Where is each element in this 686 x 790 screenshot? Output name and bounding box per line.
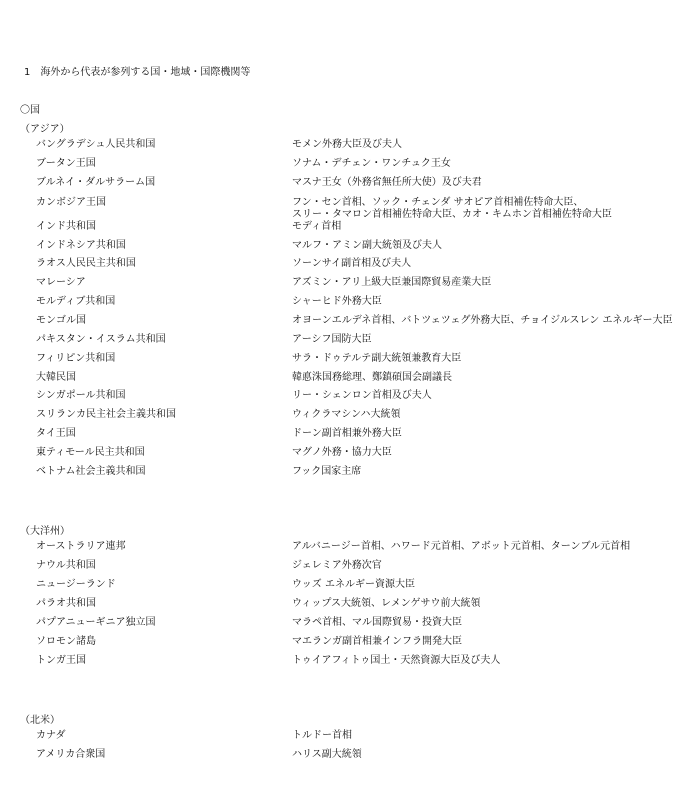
representative-name: マラペ首相、マル国際貿易・投資大臣 (292, 617, 462, 628)
country-name: ニュージーランド (36, 579, 116, 590)
representative-name: トルドー首相 (292, 730, 352, 741)
country-name: スリランカ民主社会主義共和国 (36, 409, 176, 420)
country-name: インドネシア共和国 (36, 240, 126, 251)
representative-name: ジェレミア外務次官 (292, 560, 382, 571)
representative-name: トゥイアフィトゥ国土・天然資源大臣及び夫人 (292, 655, 501, 666)
country-name: タイ王国 (36, 428, 76, 439)
representative-name: ソナム・デチェン・ワンチュク王女 (292, 158, 451, 169)
country-name: ブータン王国 (36, 158, 96, 169)
country-name: ラオス人民民主共和国 (36, 258, 136, 269)
country-name: ベトナム社会主義共和国 (36, 466, 146, 477)
representative-name: ハリス副大統領 (292, 749, 362, 760)
country-name: トンガ王国 (36, 655, 86, 666)
country-name: ソロモン諸島 (36, 636, 96, 647)
country-name: インド共和国 (36, 221, 96, 232)
country-name: モンゴル国 (36, 315, 86, 326)
country-name: パプアニューギニア独立国 (36, 617, 156, 628)
country-name: モルディブ共和国 (36, 296, 116, 307)
country-name: シンガポール共和国 (36, 390, 126, 401)
representative-name: マエランガ副首相兼インフラ開発大臣 (292, 636, 462, 647)
representative-name: マスナ王女（外務省無任所大使）及び夫君 (292, 177, 482, 188)
representative-name: ソーンサイ副首相及び夫人 (292, 258, 412, 269)
representative-name: アルバニージー首相、ハワード元首相、アボット元首相、ターンブル元首相 (292, 541, 631, 552)
representative-name: ウィクラマシンハ大統領 (292, 409, 401, 420)
representative-name: アーシフ国防大臣 (292, 334, 372, 345)
representative-name: マルフ・アミン副大統領及び夫人 (292, 240, 442, 251)
country-name: カナダ (36, 730, 66, 741)
country-name: オーストラリア連邦 (36, 541, 126, 552)
representative-name: オヨーンエルデネ首相、バトツェツェグ外務大臣、チョイジルスレン エネルギー大臣 (292, 315, 673, 326)
representative-name: 韓悳洙国務総理、鄭鎮碩国会副議長 (292, 372, 452, 383)
representative-name: アズミン・アリ上級大臣兼国際貿易産業大臣 (292, 277, 492, 288)
country-name: アメリカ合衆国 (36, 749, 106, 760)
representative-name: モメン外務大臣及び夫人 (292, 139, 402, 150)
representative-name: シャーヒド外務大臣 (292, 296, 382, 307)
country-name: パラオ共和国 (36, 598, 96, 609)
representative-name: ウィップス大統領、レメンゲサウ前大統領 (292, 598, 481, 609)
country-name: ブルネイ・ダルサラーム国 (36, 177, 156, 188)
representative-name: フン・セン首相、ソック・チェンダ サオピア首相補佐特命大臣、 スリー・タマロン首相補佐特命大臣、カオ・キムホン首相補佐特命大臣 (292, 197, 612, 220)
category-label: 〇国 (20, 105, 40, 116)
representative-name: フック国家主席 (292, 466, 362, 477)
country-name: カンボジア王国 (36, 197, 106, 208)
country-name: フィリピン共和国 (36, 353, 116, 364)
country-name: ナウル共和国 (36, 560, 96, 571)
representative-name: サラ・ドゥテルテ副大統領兼教育大臣 (292, 353, 462, 364)
representative-name: ドーン副首相兼外務大臣 (292, 428, 402, 439)
representative-name: リー・シェンロン首相及び夫人 (292, 390, 432, 401)
representative-name: モディ首相 (292, 221, 342, 232)
region-heading-north-america: （北米） (20, 715, 60, 726)
document-heading: 1 海外から代表が参列する国・地域・国際機関等 (24, 67, 251, 78)
country-name: 東ティモール民主共和国 (36, 447, 145, 458)
country-name: パキスタン・イスラム共和国 (36, 334, 166, 345)
representative-name: マグノ外務・協力大臣 (292, 447, 392, 458)
country-name: バングラデシュ人民共和国 (36, 139, 156, 150)
region-heading-asia: （アジア） (20, 124, 70, 135)
region-heading-oceania: （大洋州） (20, 526, 70, 537)
country-name: 大韓民国 (36, 372, 76, 383)
country-name: マレーシア (36, 277, 86, 288)
representative-name: ウッズ エネルギー資源大臣 (292, 579, 415, 590)
